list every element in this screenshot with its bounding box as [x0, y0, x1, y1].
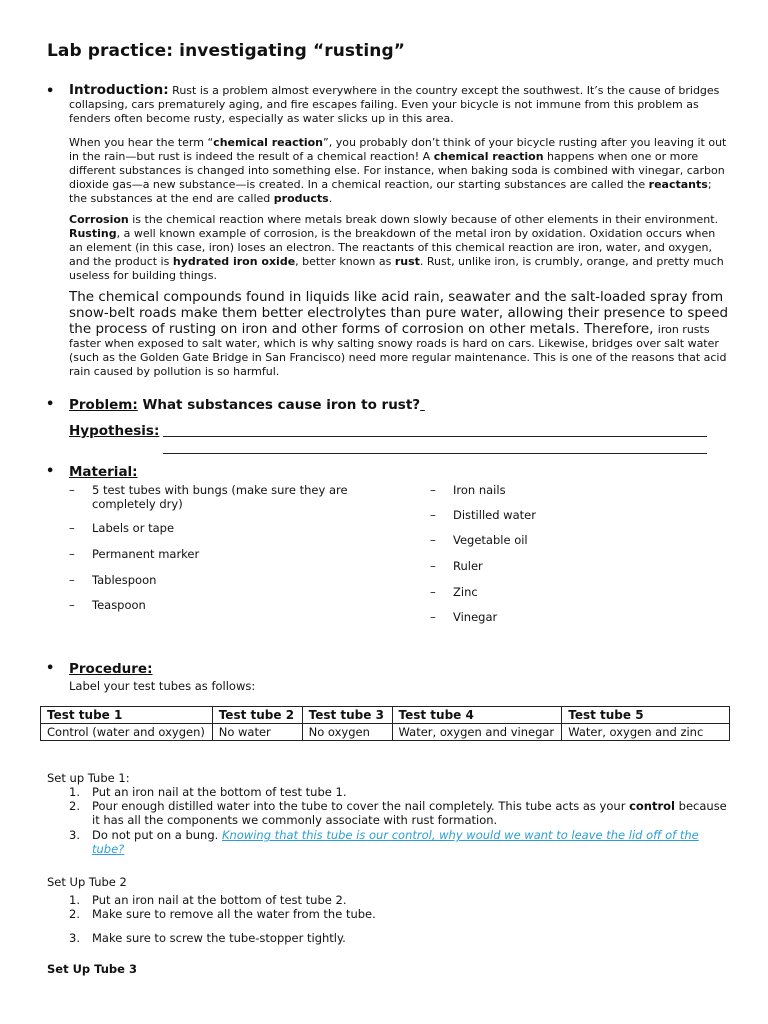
- p2-text-a: When you hear the term “: [69, 136, 214, 149]
- dash: –: [69, 521, 75, 535]
- problem-answer-blank[interactable]: [420, 397, 425, 413]
- dash: –: [430, 483, 436, 497]
- tube1-heading: Set up Tube 1:: [47, 771, 130, 785]
- material-label: Material:: [69, 464, 138, 480]
- material-test-tubes: 5 test tubes with bungs (make sure they are completely dry): [92, 483, 348, 511]
- table-header: Test tube 1: [41, 707, 213, 724]
- step-number: 2.: [69, 799, 80, 813]
- dash: –: [69, 547, 75, 561]
- material-heading: [69, 464, 138, 480]
- tube3-heading: Set Up Tube 3: [47, 962, 137, 976]
- material-ruler: Ruler: [453, 559, 483, 573]
- material-vinegar: Vinegar: [453, 610, 498, 624]
- step-text: Put an iron nail at the bottom of test tube 1.: [92, 785, 347, 799]
- table-cell: No oxygen: [302, 724, 392, 741]
- p3-text-d: . Rust, unlike iron, is crumbly, orange, and pretty much useless for building things.: [69, 255, 724, 282]
- p4-text-small: iron rusts faster when exposed to salt water, which is why salting snowy roads is hard on cars. Likewise, bridges over salt water (such as the Golden Gate Bridge in San Francisco) need more regular maintenance. This is one of the reasons that acid rain caused by pollution is so harmful.: [69, 323, 727, 378]
- page-title: Lab practice: investigating “rusting”: [47, 41, 406, 61]
- term-hydrated-iron-oxide: hydrated iron oxide: [172, 255, 296, 268]
- p4-text-large: The chemical compounds found in liquids like acid rain, seawater and the salt-loaded spray from snow-belt roads make them better electrolytes than pure water, allowing their presence to speed the process of rusting on iron and other forms of corrosion on other metals. Therefore,: [69, 289, 729, 337]
- dash: –: [430, 610, 436, 624]
- step-number: 2.: [69, 907, 80, 921]
- tube2-steps: [69, 893, 729, 953]
- tube2-heading: Set Up Tube 2: [47, 875, 127, 889]
- material-iron-nails: Iron nails: [453, 483, 506, 497]
- hypothesis-line-2[interactable]: [163, 453, 707, 454]
- dash: –: [430, 585, 436, 599]
- bullet-procedure: •: [46, 661, 55, 676]
- dash: –: [69, 598, 75, 612]
- dash: –: [69, 573, 75, 587]
- hypothesis-label-text: Hypothesis:: [69, 423, 160, 439]
- p2-text-b: ”, you probably don’t think of your bicycle rusting after you leaving it out in the rain—but rust is indeed the result of a chemical reaction! A: [69, 136, 727, 163]
- chemical-reaction-paragraph: [69, 136, 729, 206]
- term-control: control: [629, 799, 675, 813]
- table-header: Test tube 2: [212, 707, 302, 724]
- tube1-steps: [69, 785, 729, 860]
- p3-text-c: , better known as: [295, 255, 395, 268]
- table-cell: Control (water and oxygen): [41, 724, 213, 741]
- procedure-heading: [69, 661, 152, 677]
- table-header: Test tube 5: [562, 707, 730, 724]
- problem-question: What substances cause iron to rust?: [137, 397, 421, 413]
- material-distilled-water: Distilled water: [453, 508, 536, 522]
- step-text: [92, 799, 729, 827]
- p3-text-b: , a well known example of corrosion, is the breakdown of the metal iron by oxidation. Oxidation occurs when an element (in this case, iron) loses an electron. The reactants of this chemical reaction are iron, water, and oxygen, and the product is: [69, 227, 716, 268]
- table-cell: Water, oxygen and zinc: [562, 724, 730, 741]
- material-tablespoon: Tablespoon: [92, 573, 157, 587]
- bullet-introduction: •: [46, 84, 55, 99]
- p2-text-c: happens when one or more different substances is changed into something else. For instance, when baking soda is combined with vinegar, carbon dioxide gas—a new substance—is created. In a chemical reaction, our starting substances are called the: [69, 150, 725, 191]
- problem-label: Problem:: [69, 397, 138, 413]
- material-marker: Permanent marker: [92, 547, 200, 561]
- bullet-problem: •: [46, 397, 55, 412]
- step-text: Put an iron nail at the bottom of test tube 2.: [92, 893, 347, 907]
- dash: –: [430, 533, 436, 547]
- term-chemical-reaction: chemical reaction: [213, 136, 324, 149]
- p3-text-a: is the chemical reaction where metals break down slowly because of other elements in their environment.: [128, 213, 719, 226]
- term-rust: rust: [394, 255, 420, 268]
- step-number: 3.: [69, 931, 80, 945]
- step-number: 1.: [69, 893, 80, 907]
- step3-text: Do not put on a bung.: [92, 828, 222, 842]
- term-products: products: [273, 192, 329, 205]
- table-cell: No water: [212, 724, 302, 741]
- table-row: [41, 724, 730, 741]
- p2-text-e: .: [328, 192, 333, 205]
- material-labels: Labels or tape: [92, 521, 175, 535]
- term-rusting: Rusting: [69, 227, 117, 240]
- term-reactants: reactants: [648, 178, 708, 191]
- step2-text-a: Pour enough distilled water into the tube to cover the nail completely. This tube acts as your: [92, 799, 630, 813]
- dash: –: [69, 483, 75, 497]
- corrosion-paragraph: [69, 213, 729, 283]
- table-cell: Water, oxygen and vinegar: [392, 724, 562, 741]
- table-header-row: [41, 707, 730, 724]
- problem-line: [69, 397, 425, 413]
- electrolytes-paragraph: [69, 289, 729, 379]
- control-question-link[interactable]: Knowing that this tube is our control, why would we want to leave the lid off of the tube?: [92, 828, 699, 856]
- hypothesis-line-1[interactable]: [163, 436, 707, 437]
- introduction-paragraph: [69, 83, 721, 126]
- hypothesis-label: [69, 423, 159, 439]
- material-vegetable-oil: Vegetable oil: [453, 533, 528, 547]
- term-corrosion: Corrosion: [69, 213, 129, 226]
- step-text: [92, 828, 729, 856]
- term-chemical-reaction-2: chemical reaction: [433, 150, 544, 163]
- step-number: 1.: [69, 785, 80, 799]
- step2-text-b: because it has all the components we commonly associate with rust formation.: [92, 799, 727, 827]
- procedure-label: Procedure:: [69, 661, 153, 677]
- material-teaspoon: Teaspoon: [92, 598, 146, 612]
- step-text: Make sure to remove all the water from the tube.: [92, 907, 376, 921]
- bullet-material: •: [46, 464, 55, 479]
- procedure-intro: Label your test tubes as follows:: [69, 679, 256, 693]
- introduction-label: Introduction:: [69, 82, 169, 98]
- p2-text-d: ; the substances at the end are called: [69, 178, 712, 205]
- dash: –: [430, 508, 436, 522]
- introduction-text: Rust is a problem almost everywhere in the country except the southwest. It’s the cause of bridges collapsing, cars prematurely aging, and fire escapes failing. Even your bicycle is not immune from this problem as fenders often become rusty, especially as water slicks up in this area.: [69, 84, 720, 125]
- step-text: Make sure to screw the tube-stopper tightly.: [92, 931, 346, 945]
- table-header: Test tube 4: [392, 707, 562, 724]
- step-number: 3.: [69, 828, 80, 842]
- dash: –: [430, 559, 436, 573]
- table-header: Test tube 3: [302, 707, 392, 724]
- test-tube-table: [40, 706, 730, 741]
- material-zinc: Zinc: [453, 585, 478, 599]
